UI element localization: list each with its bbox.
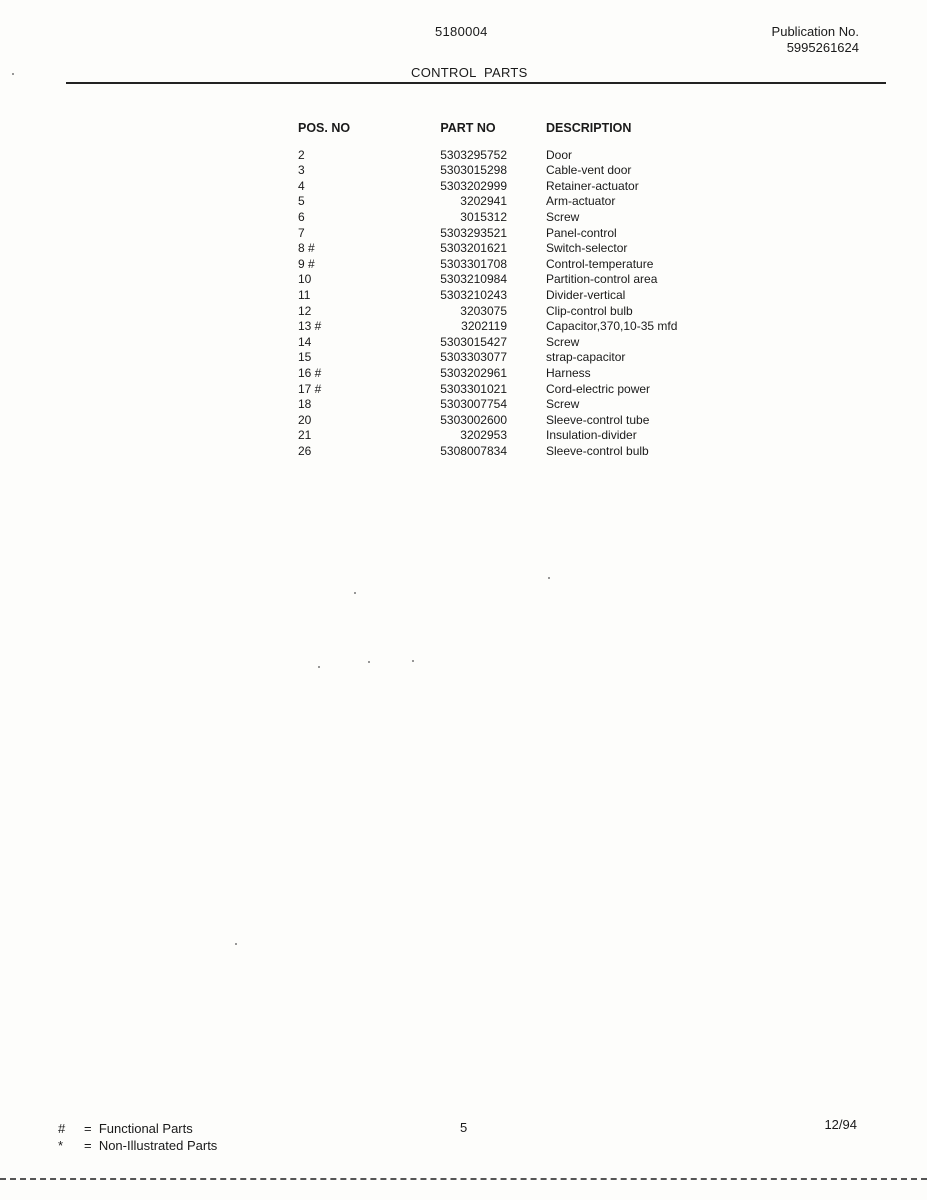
pos-cell: 6	[298, 209, 305, 224]
table-row	[298, 179, 746, 195]
legend-item-functional	[58, 1120, 217, 1137]
legend-text: = Functional Parts	[84, 1121, 193, 1136]
scan-speck	[412, 660, 414, 662]
table-row	[298, 335, 746, 351]
description-cell: Clip-control bulb	[546, 303, 633, 318]
table-row	[298, 428, 746, 444]
part-number-cell: 5303301708	[440, 256, 507, 271]
footer-legend	[58, 1120, 217, 1154]
description-cell: Screw	[546, 397, 580, 412]
scan-speck	[548, 577, 550, 579]
pos-cell: 21	[298, 428, 312, 443]
part-number-cell: 3202119	[461, 319, 507, 334]
header-rule	[66, 82, 886, 84]
table-row	[298, 382, 746, 398]
pos-cell: 12	[298, 303, 312, 318]
table-row	[298, 272, 746, 288]
scan-speck	[12, 73, 14, 75]
scan-speck	[354, 592, 356, 594]
part-number-cell: 5303002600	[440, 412, 507, 427]
pos-cell: 13 #	[298, 319, 322, 334]
column-header-pos: POS. NO	[298, 121, 351, 135]
part-number-cell: 5303293521	[440, 225, 507, 240]
legend-symbol: *	[58, 1138, 64, 1153]
table-row	[298, 210, 746, 226]
legend-symbol: #	[58, 1121, 66, 1136]
table-row	[298, 241, 746, 257]
description-cell: strap-capacitor	[546, 350, 626, 365]
parts-table	[298, 121, 746, 459]
scan-speck	[368, 661, 370, 663]
pos-cell: 17 #	[298, 381, 322, 396]
scan-speck	[235, 943, 237, 945]
pos-cell: 3	[298, 163, 305, 178]
table-row	[298, 397, 746, 413]
pos-cell: 14	[298, 334, 312, 349]
part-number-cell: 5303007754	[440, 397, 507, 412]
publication-block	[772, 24, 859, 56]
description-cell: Sleeve-control bulb	[546, 443, 649, 458]
revision-date: 12/94	[824, 1117, 857, 1132]
part-number-cell: 5303015427	[440, 334, 507, 349]
part-number-cell: 5303202961	[440, 365, 507, 380]
table-row	[298, 444, 746, 460]
description-cell: Panel-control	[546, 225, 617, 240]
table-row	[298, 350, 746, 366]
column-header-part: PART NO	[440, 121, 496, 135]
part-number-cell: 5303301021	[440, 381, 507, 396]
description-cell: Divider-vertical	[546, 287, 626, 302]
column-header-description: DESCRIPTION	[546, 121, 632, 135]
table-header-row	[298, 121, 746, 148]
pos-cell: 20	[298, 412, 312, 427]
part-number-cell: 5303201621	[440, 241, 507, 256]
part-number-cell: 3015312	[460, 209, 507, 224]
description-cell: Door	[546, 147, 573, 162]
part-number-cell: 5303303077	[440, 350, 507, 365]
table-row	[298, 148, 746, 164]
pos-cell: 5	[298, 194, 305, 209]
part-number-cell: 3202953	[460, 428, 507, 443]
pos-cell: 11	[298, 287, 311, 302]
description-cell: Control-temperature	[546, 256, 654, 271]
part-number-cell: 5303210984	[440, 272, 507, 287]
description-cell: Cable-vent door	[546, 163, 632, 178]
description-cell: Harness	[546, 365, 591, 380]
part-number-cell: 5303015298	[440, 163, 507, 178]
scan-speck	[318, 666, 320, 668]
part-number-cell: 3202941	[460, 194, 507, 209]
description-cell: Retainer-actuator	[546, 178, 639, 193]
table-row	[298, 319, 746, 335]
part-number-cell: 5303202999	[440, 178, 507, 193]
footer-rule	[0, 1178, 927, 1180]
part-number-cell: 5308007834	[440, 443, 507, 458]
parts-table-body	[298, 148, 746, 460]
pos-cell: 10	[298, 272, 312, 287]
description-cell: Screw	[546, 334, 580, 349]
description-cell: Capacitor,370,10-35 mfd	[546, 319, 678, 334]
description-cell: Switch-selector	[546, 241, 628, 256]
table-row	[298, 194, 746, 210]
description-cell: Insulation-divider	[546, 428, 637, 443]
table-row	[298, 163, 746, 179]
table-row	[298, 257, 746, 273]
part-number-cell: 3203075	[460, 303, 507, 318]
description-cell: Sleeve-control tube	[546, 412, 650, 427]
pos-cell: 26	[298, 443, 312, 458]
description-cell: Cord-electric power	[546, 381, 651, 396]
table-row	[298, 366, 746, 382]
pos-cell: 7	[298, 225, 305, 240]
pos-cell: 16 #	[298, 365, 322, 380]
part-number-cell: 5303295752	[440, 147, 507, 162]
description-cell: Screw	[546, 209, 580, 224]
legend-text: = Non-Illustrated Parts	[84, 1138, 218, 1153]
part-number-cell: 5303210243	[440, 287, 507, 302]
section-title: CONTROL PARTS	[411, 65, 528, 80]
model-number: 5180004	[435, 24, 488, 39]
publication-label: Publication No.	[771, 24, 859, 39]
legend-item-non-illustrated	[58, 1137, 217, 1154]
page-number: 5	[460, 1120, 468, 1135]
publication-number: 5995261624	[786, 40, 859, 55]
pos-cell: 18	[298, 397, 312, 412]
table-row	[298, 304, 746, 320]
pos-cell: 15	[298, 350, 312, 365]
table-row	[298, 413, 746, 429]
pos-cell: 2	[298, 147, 305, 162]
description-cell: Arm-actuator	[546, 194, 616, 209]
table-row	[298, 226, 746, 242]
pos-cell: 8 #	[298, 241, 315, 256]
description-cell: Partition-control area	[546, 272, 658, 287]
table-row	[298, 288, 746, 304]
pos-cell: 9 #	[298, 256, 315, 271]
pos-cell: 4	[298, 178, 305, 193]
